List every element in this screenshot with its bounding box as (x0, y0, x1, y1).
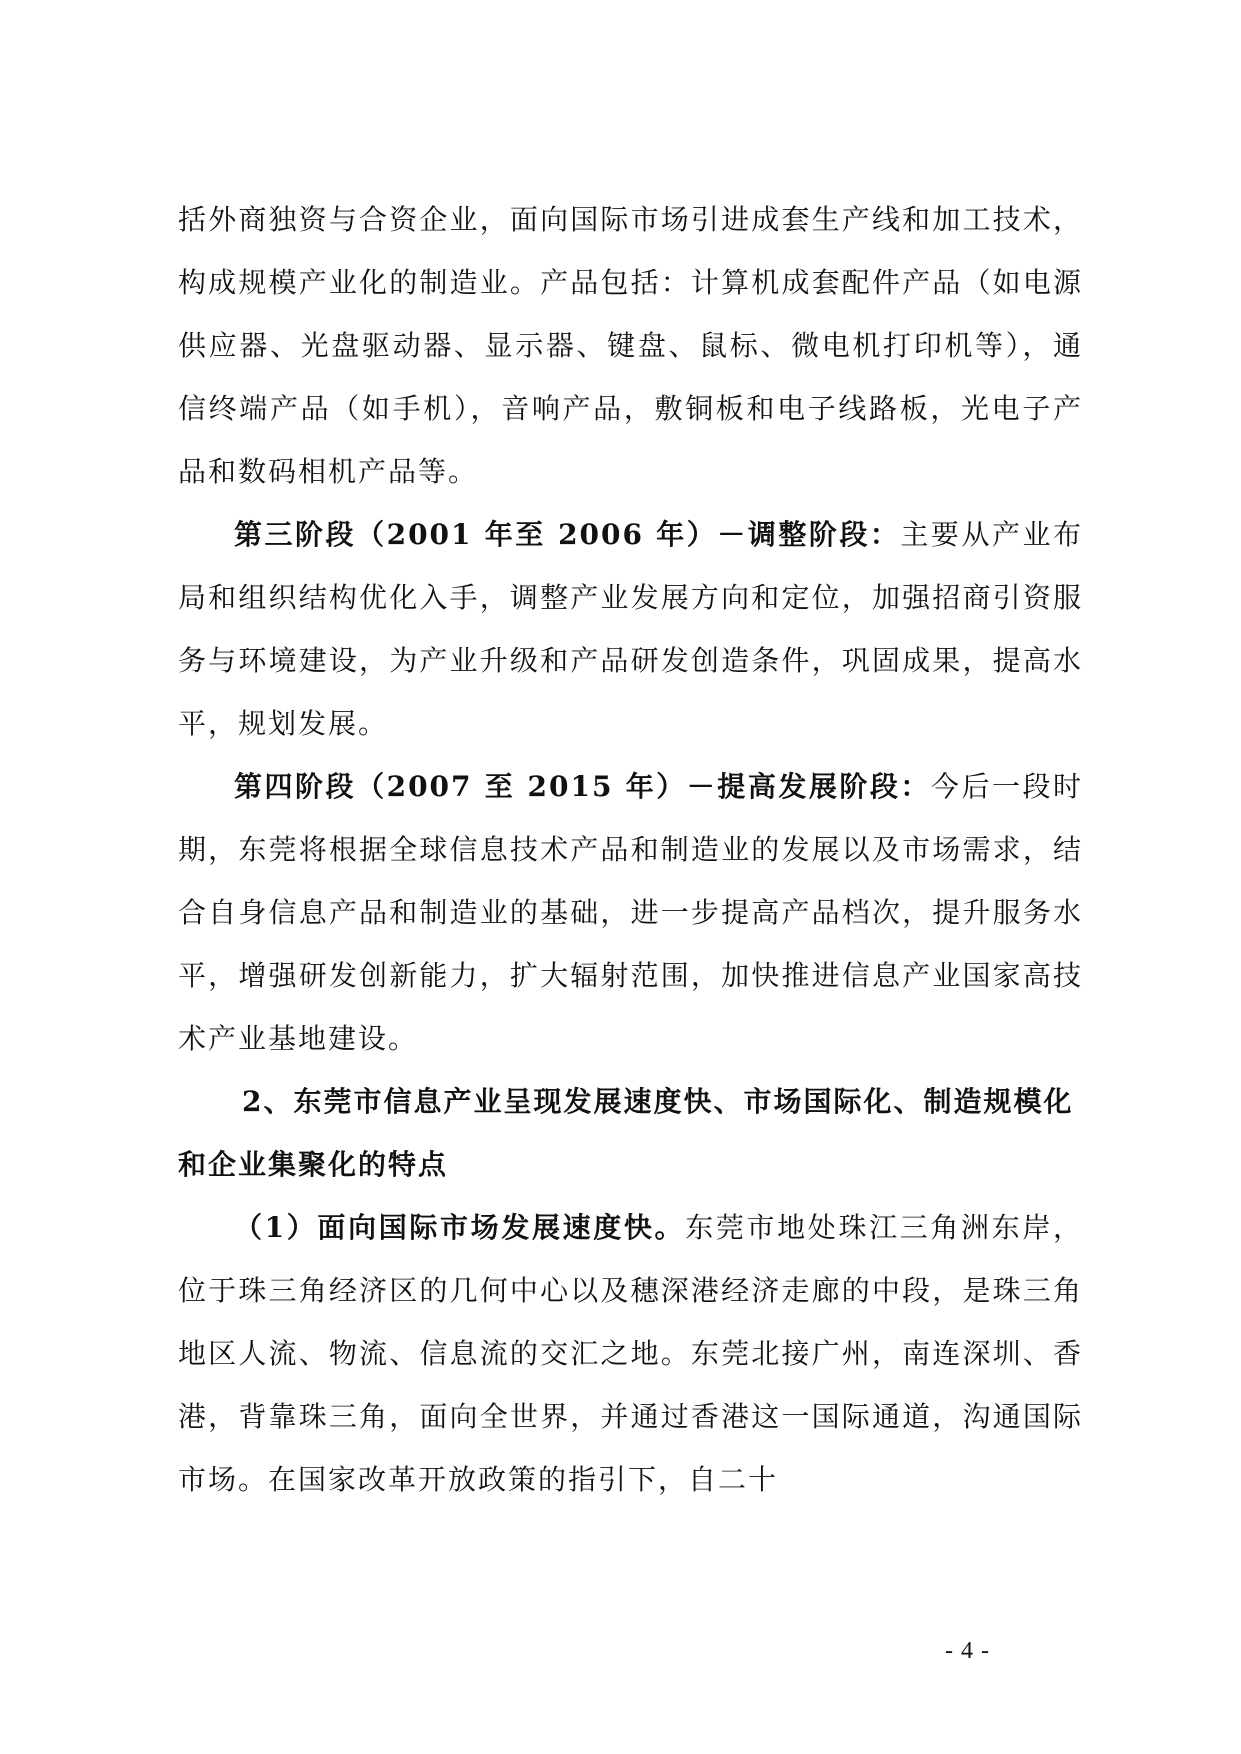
stage-three-lead: 第三阶段（2001 年至 2006 年）－调整阶段： (234, 518, 901, 551)
paragraph-stage-four (178, 755, 1083, 1070)
body-text (178, 188, 1083, 1511)
paragraph-stage-three (178, 503, 1083, 755)
stage-four-text: 今后一段时期，东莞将根据全球信息技术产品和制造业的发展以及市场需求，结合自身信息产品和制造业的基础，进一步提高产品档次，提升服务水平，增强研发创新能力，扩大辐射范围，加快推进信息产业国家高技术产业基地建设。 (178, 770, 1083, 1055)
stage-three-text: 主要从产业布局和组织结构优化入手，调整产业发展方向和定位，加强招商引资服务与环境建设，为产业升级和产品研发创造条件，巩固成果，提高水平，规划发展。 (178, 518, 1083, 740)
page-number: - 4 - (945, 1638, 990, 1664)
stage-four-lead: 第四阶段（2007 至 2015 年）－提高发展阶段： (234, 770, 931, 803)
point-one-text: 东莞市地处珠江三角洲东岸，位于珠三角经济区的几何中心以及穗深港经济走廊的中段，是珠三角地区人流、物流、信息流的交汇之地。东莞北接广州，南连深圳、香港，背靠珠三角，面向全世界，并通过香港这一国际通道，沟通国际市场。在国家改革开放政策的指引下，自二十 (178, 1211, 1083, 1496)
paragraph-point-one (178, 1196, 1083, 1511)
paragraph-continuation: 括外商独资与合资企业，面向国际市场引进成套生产线和加工技术，构成规模产业化的制造业。产品包括：计算机成套配件产品（如电源供应器、光盘驱动器、显示器、键盘、鼠标、微电机打印机等），通信终端产品（如手机），音响产品，敷铜板和电子线路板，光电子产品和数码相机产品等。 (178, 203, 1083, 488)
section-heading: 2、东莞市信息产业呈现发展速度快、市场国际化、制造规模化和企业集聚化的特点 (178, 1085, 1074, 1181)
point-one-lead: （1）面向国际市场发展速度快。 (234, 1211, 686, 1244)
